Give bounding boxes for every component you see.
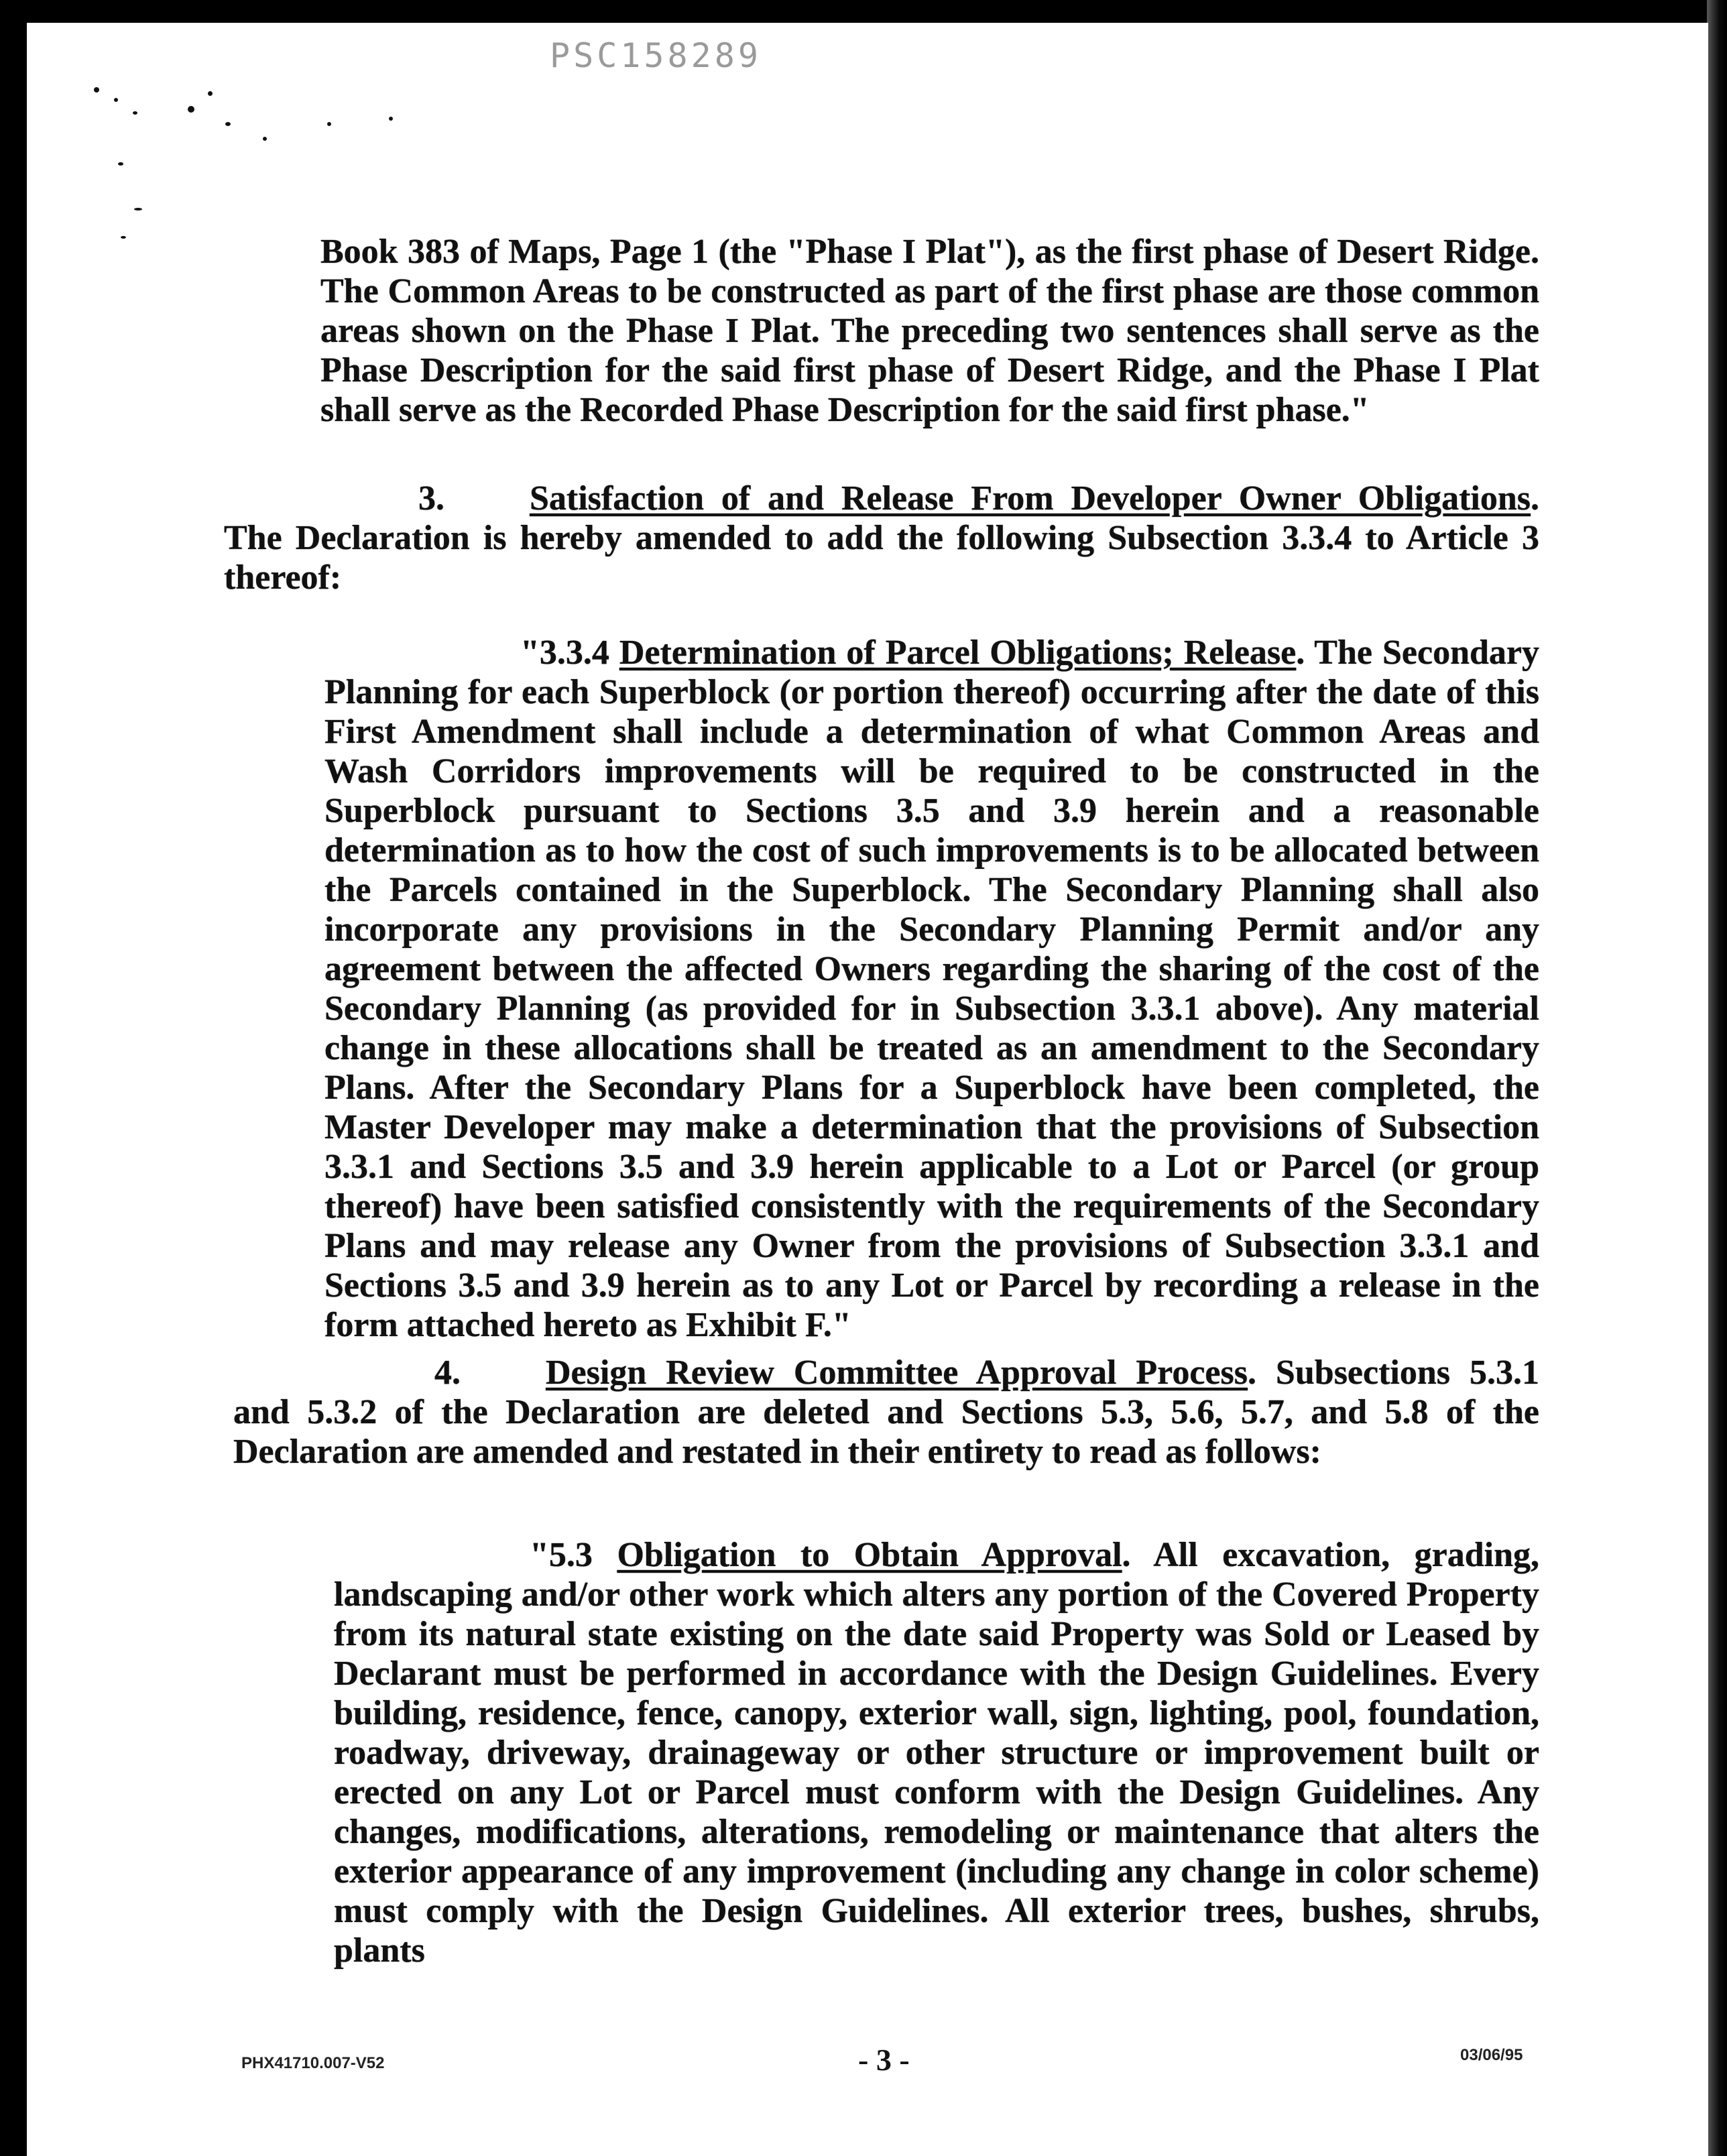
- section-3: [224, 479, 1539, 597]
- scan-speck: [389, 117, 393, 121]
- subsection-3-3-4-heading: Determination of Parcel Obligations; Release: [619, 634, 1297, 672]
- scan-speck: [118, 162, 123, 166]
- section-4-number: 4.: [434, 1354, 461, 1392]
- section-4-body: . Subsections 5.3.1 and 5.3.2 of the Declaration are deleted and Sections 5.3, 5.6, 5.7, and 5.8 of the Declaration are amended and restated in their entirety to read as follows:: [233, 1354, 1539, 1471]
- document-page: [27, 23, 1708, 2156]
- scan-speck: [134, 208, 142, 211]
- scan-speck: [133, 111, 137, 115]
- section-3-heading: Satisfaction of and Release From Developer Owner Obligations: [530, 479, 1531, 518]
- page-number: - 3 -: [858, 2043, 910, 2077]
- section-3-body: . The Declaration is hereby amended to add the following Subsection 3.3.4 to Article 3 thereof:: [224, 479, 1539, 597]
- scan-speck: [225, 122, 231, 126]
- section-4: [233, 1353, 1539, 1472]
- scan-speck: [263, 137, 267, 141]
- document-id: PHX41710.007-V52: [241, 2054, 385, 2072]
- scan-speck: [327, 122, 331, 126]
- scan-speck: [114, 98, 118, 102]
- subsection-3-3-4: [324, 633, 1539, 1345]
- scan-speck: [208, 91, 213, 96]
- document-date: 03/06/95: [1460, 2046, 1523, 2064]
- scan-edge: [1707, 0, 1727, 2156]
- scan-speck: [188, 106, 194, 113]
- section-4-heading: Design Review Committee Approval Process: [546, 1354, 1248, 1392]
- section-3-number: 3.: [418, 479, 444, 518]
- subsection-3-3-4-prefix: "3.3.4: [520, 634, 619, 672]
- paragraph-phase-description: Book 383 of Maps, Page 1 (the "Phase I Plat"), as the first phase of Desert Ridge. The Common Areas to be constructed as part of the first phase are those common areas shown on the Phase I Plat. The preceding two sentences shall serve as the Phase Description for the said first phase of Desert Ridge, and the Phase I Plat shall serve as the Recorded Phase Description for the said first phase.": [320, 233, 1539, 429]
- scan-speck: [121, 236, 126, 239]
- scan-speck: [94, 87, 99, 93]
- subsection-5-3-prefix: "5.3: [530, 1536, 617, 1574]
- subsection-5-3: [334, 1535, 1539, 1970]
- subsection-5-3-body: . All excavation, grading, landscaping and/or other work which alters any portion of the Covered Property from its natural state existing on the date said Property was Sold or Leased by Declarant must be performed in accordance with the Design Guidelines. Every building, residence, fence, canopy, exterior wall, sign, lighting, pool, foundation, roadway, driveway, drainageway or other structure or improvement built or erected on any Lot or Parcel must conform with the Design Guidelines. Any changes, modifications, alterations, remodeling or maintenance that alters the exterior appearance of any improvement (including any change in color scheme) must comply with the Design Guidelines. All exterior trees, bushes, shrubs, plants: [334, 1536, 1539, 1970]
- subsection-3-3-4-body: . The Secondary Planning for each Superblock (or portion thereof) occurring after the date of this First Amendment shall include a determination of what Common Areas and Wash Corridors improvements will be required to be constructed in the Superblock pursuant to Sections 3.5 and 3.9 herein and a reasonable determination as to how the cost of such improvements is to be allocated between the Parcels contained in the Superblock. The Secondary Planning shall also incorporate any provisions in the Secondary Planning Permit and/or any agreement between the affected Owners regarding the sharing of the cost of the Secondary Planning (as provided for in Subsection 3.3.1 above). Any material change in these allocations shall be treated as an amendment to the Secondary Plans. After the Secondary Plans for a Superblock have been completed, the Master Developer may make a determination that the provisions of Subsection 3.3.1 and Sections 3.5 and 3.9 herein applicable to a Lot or Parcel (or group thereof) have been satisfied consistently with the requirements of the Secondary Plans and may release any Owner from the provisions of Subsection 3.3.1 and Sections 3.5 and 3.9 herein as to any Lot or Parcel by recording a release in the form attached hereto as Exhibit F.": [324, 634, 1540, 1344]
- bates-stamp: PSC158289: [550, 36, 762, 75]
- subsection-5-3-heading: Obligation to Obtain Approval: [617, 1536, 1122, 1574]
